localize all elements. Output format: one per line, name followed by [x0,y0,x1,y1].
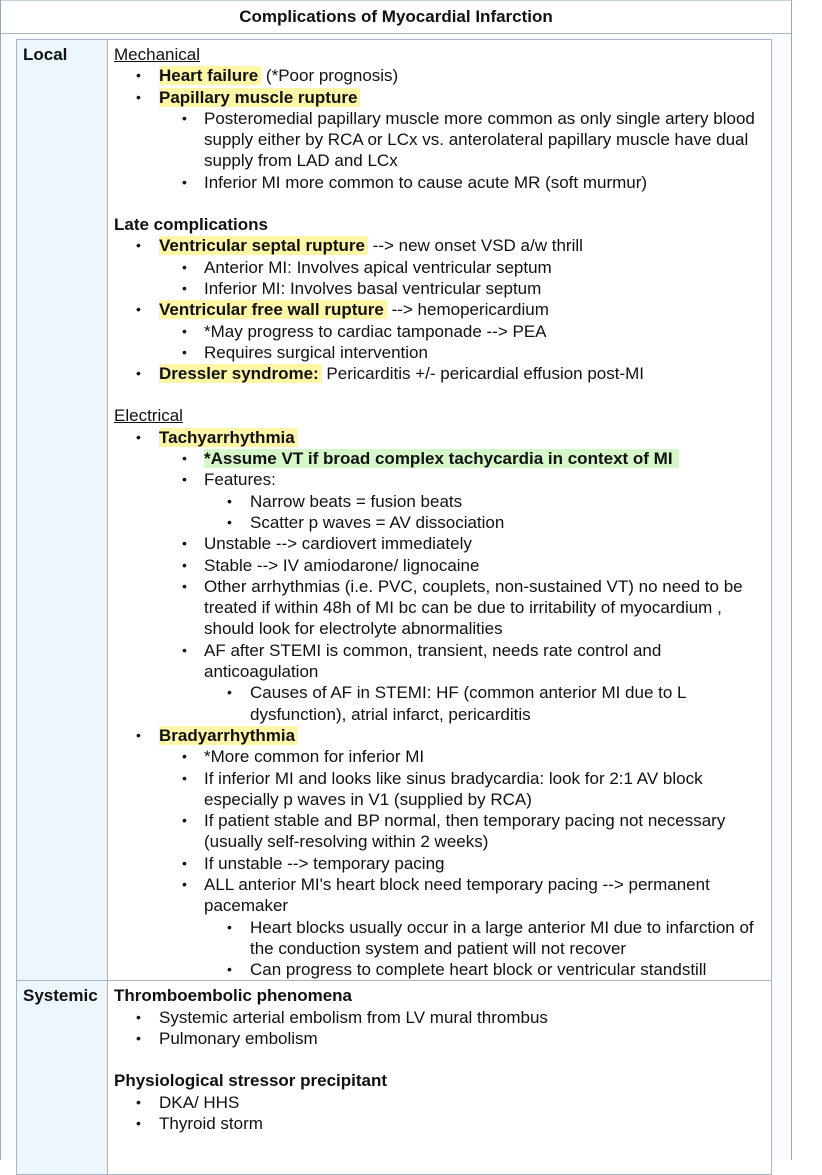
highlight-term: Ventricular septal rupture [159,236,368,255]
list-item: • Causes of AF in STEMI: HF (common anterior MI due to L dysfunction), atrial infarct, pericarditis [114,682,765,725]
row-label-local: Local [17,40,108,981]
item-text: Pericarditis +/- pericardial effusion post-MI [321,364,645,384]
complications-table [16,39,772,1175]
electrical-list [114,427,765,981]
stressor-heading: Physiological stressor precipitant [114,1071,388,1091]
list-item [114,87,765,108]
list-item [114,299,765,320]
list-item: • DKA/ HHS [114,1092,765,1113]
list-item: • Unstable --> cardiovert immediately [114,533,765,554]
list-item: • Requires surgical intervention [114,342,765,363]
electrical-heading: Electrical [114,406,183,426]
list-item [114,427,765,448]
local-content [108,40,772,981]
row-label-systemic: Systemic [17,981,108,1175]
row-local [17,40,772,981]
list-item: • *May progress to cardiac tamponade --> PEA [114,321,765,342]
list-item: • Systemic arterial embolism from LV mural thrombus [114,1007,765,1028]
page-title: Complications of Myocardial Infarction [1,0,791,34]
list-item [114,363,765,384]
list-item: • AF after STEMI is common, transient, needs rate control and anticoagulation [114,640,765,683]
mechanical-heading: Mechanical [114,45,200,64]
list-item: • ALL anterior MI's heart block need temporary pacing --> permanent pacemaker [114,874,765,917]
list-item: • Anterior MI: Involves apical ventricular septum [114,257,765,278]
list-item: • Stable --> IV amiodarone/ lignocaine [114,555,765,576]
highlight-term: Dressler syndrome: [159,364,322,383]
item-text: --> new onset VSD a/w thrill [367,236,583,256]
thrombo-heading: Thromboembolic phenomena [114,986,353,1006]
list-item: • Other arrhythmias (i.e. PVC, couplets, non-sustained VT) no need to be treated if within 48h of MI bc can be due to irritability of myocardium , should look for electrolyte abnormalities [114,576,765,640]
highlight-term: Tachyarrhythmia [159,428,298,447]
list-item: • Pulmonary embolism [114,1028,765,1049]
list-item [114,65,765,86]
highlight-term: Ventricular free wall rupture [159,300,387,319]
list-item: • If patient stable and BP normal, then temporary pacing not necessary (usually self-resolving within 2 weeks) [114,810,765,853]
row-systemic [17,981,772,1175]
green-highlight: *Assume VT if broad complex tachycardia in context of MI [204,449,679,468]
list-item: • Inferior MI more common to cause acute MR (soft murmur) [114,172,765,193]
list-item: • Can progress to complete heart block or ventricular standstill [114,959,765,980]
stressor-list [114,1092,765,1135]
list-item: • If unstable --> temporary pacing [114,853,765,874]
list-item [114,725,765,746]
list-item [114,235,765,256]
systemic-content [108,981,772,1175]
late-heading: Late complications [114,215,268,235]
list-item: • Heart blocks usually occur in a large anterior MI due to infarction of the conduction system and patient will not recover [114,917,765,960]
mechanical-list [114,65,765,193]
highlight-term: Papillary muscle rupture [159,88,360,107]
list-item: • Features: [114,469,765,490]
highlight-term: Heart failure [159,66,261,85]
list-item: • *More common for inferior MI [114,746,765,767]
list-item: • If inferior MI and looks like sinus bradycardia: look for 2:1 AV block especially p waves in V1 (supplied by RCA) [114,768,765,811]
list-item: • Scatter p waves = AV dissociation [114,512,765,533]
list-item: • Posteromedial papillary muscle more common as only single artery blood supply either by RCA or LCx vs. anterolateral papillary muscle have dual supply from LAD and LCx [114,108,765,172]
late-list [114,235,765,384]
item-text: --> hemopericardium [386,300,549,320]
thrombo-list [114,1007,765,1050]
list-item: • Thyroid storm [114,1113,765,1134]
list-item: • Inferior MI: Involves basal ventricular septum [114,278,765,299]
item-text: (*Poor prognosis) [261,66,399,86]
highlight-term: Bradyarrhythmia [159,726,298,745]
list-item [114,448,765,469]
list-item: • Narrow beats = fusion beats [114,491,765,512]
